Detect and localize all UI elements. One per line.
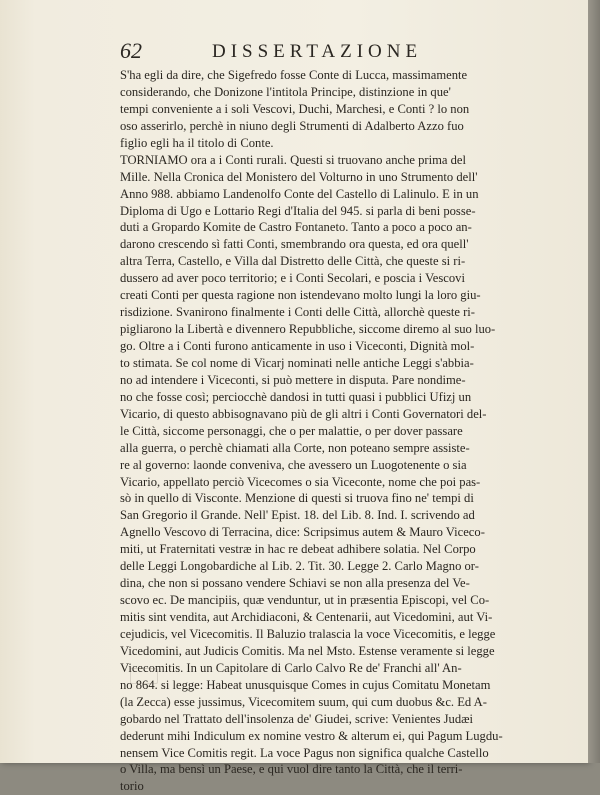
text-line: oso asserirlo, perchè in niuno degli Strumenti di Adalberto Azzo fuo — [120, 118, 464, 133]
page-header — [120, 38, 560, 64]
text-line: go. Oltre a i Conti furono anticamente in uso i Viceconti, Dignità mol- — [120, 339, 475, 353]
text-line: Anno 988. abbiamo Landenolfo Conte del Castello di Lalinulo. E in un — [120, 186, 479, 201]
text-line: Agnello Vescovo di Terracina, dice: Scripsimus autem & Mauro Viceco- — [120, 525, 485, 540]
text-line: Mille. Nella Cronica del Monistero del Volturno in uno Strumento dell' — [120, 169, 478, 184]
text-line: delle Leggi Longobardiche al Lib. 2. Tit. 30. Legge 2. Carlo Magno or- — [120, 559, 479, 574]
text-line: gobardo nel Trattato dell'insolenza de' Giudei, scrive: Venientes Judæi — [120, 711, 474, 726]
text-line: considerando, che Donizone l'intitola Principe, distinzione in que' — [120, 84, 451, 99]
text-line: re al governo: laonde conveniva, che avessero un Luogotenente o sia — [120, 457, 467, 472]
running-title: DISSERTAZIONE — [212, 41, 423, 62]
text-line: creati Conti per questa ragione non istendevano molto lungi la loro giu- — [120, 288, 481, 303]
text-line: dederunt mihi Indiculum ex nomine vestro & alterum ei, qui Pagum Lugdu- — [120, 728, 503, 743]
text-line: mitis sint vendita, aut Archidiaconi, & Centenarii, aut Vicedomini, aut Vi- — [120, 610, 493, 624]
text-line: dina, che non si possano vendere Schiavi se non alla presenza del Ve- — [120, 576, 470, 591]
text-line: scovo ec. De mancipiis, quæ venduntur, ut in præsentia Episcopi, vel Co- — [120, 593, 490, 608]
text-line: pigliarono la Libertà e divennero Repubbliche, siccome diremo al suo luo- — [120, 322, 496, 337]
text-line: figlio egli ha il titolo di Conte. — [120, 135, 274, 150]
text-line: Diploma di Ugo e Lottario Regi d'Italia del 945. si parla di beni posse- — [120, 203, 476, 218]
text-line: altra Terra, Castello, e Villa dal Distretto delle Città, che queste si ri- — [120, 254, 466, 269]
text-line: alla guerra, o perchè chiamati alla Corte, non poteano sempre assiste- — [120, 440, 470, 455]
page-number: 62 — [120, 38, 142, 63]
text-line: nensem Vice Comitis regit. La voce Pagus non significa qualche Castello — [120, 745, 489, 760]
text-line: o Villa, ma bensì un Paese, e qui vuol dire tanto la Città, che il terri- — [120, 762, 463, 777]
text-line: torio — [120, 779, 144, 794]
body-text — [120, 67, 560, 795]
text-line: cejudicis, vel Vicecomitis. Il Baluzio tralascia la voce Vicecomitis, e legge — [120, 626, 496, 641]
library-stamp — [130, 668, 158, 684]
text-line: Vicecomitis. In un Capitolare di Carlo Calvo Re de' Franchi all' An- — [120, 660, 462, 675]
text-line: no 864. si legge: Habeat unusquisque Comes in cujus Comitatu Monetam — [120, 677, 491, 692]
text-line: risdizione. Svanirono finalmente i Conti delle Città, allorchè queste ri- — [120, 305, 475, 320]
text-line: tempi conveniente a i soli Vescovi, Duchi, Marchesi, e Conti ? lo non — [120, 101, 470, 116]
text-line: Vicedomini, aut Judicis Comitis. Ma nel Msto. Estense veramente si legge — [120, 643, 495, 658]
text-line: TORNIAMO ora a i Conti rurali. Questi si truovano anche prima del — [120, 152, 467, 167]
text-line: no che fosse così; perciocchè dandosi in tutti quasi i pubblici Ufizj un — [120, 389, 472, 404]
text-line: miti, ut Fraternitati vestræ in hac re debeat adhibere solatia. Nel Corpo — [120, 542, 476, 557]
text-line: San Gregorio il Grande. Nell' Epist. 18. del Lib. 8. Ind. I. scrivendo ad — [120, 508, 475, 523]
text-line: duti a Gropardo Komite de Castro Fontaneto. Tanto a poco a poco an- — [120, 220, 472, 235]
text-line: S'ha egli da dire, che Sigefredo fosse Conte di Lucca, massimamente — [120, 68, 468, 82]
text-line: darono crescendo sì fatti Conti, smembrando ora questa, ed ora quell' — [120, 237, 469, 252]
text-line: (la Zecca) esse jussimus, Vicecomitem suum, qui cum duobus &c. Ed A- — [120, 694, 487, 709]
text-line: le Città, siccome personaggi, che o per malattie, o per dover passare — [120, 423, 463, 438]
text-line: no ad intendere i Viceconti, si può mettere in disputa. Pare nondime- — [120, 372, 466, 387]
facing-page-edge — [588, 0, 600, 763]
text-line: to stimata. Se col nome di Vicarj nominati nelle antiche Leggi s'abbia- — [120, 355, 474, 370]
text-line: sò in quello di Visconte. Menzione di questi si truova fino ne' tempi di — [120, 491, 474, 506]
text-line: Vicario, appellato perciò Vicecomes o sia Viceconte, nome che poi pas- — [120, 474, 481, 489]
text-line: dussero ad aver poco territorio; e i Conti Secolari, e poscia i Vescovi — [120, 271, 465, 286]
text-line: Vicario, di questo abbisognavano più de gli altri i Conti Governatori del- — [120, 406, 487, 421]
